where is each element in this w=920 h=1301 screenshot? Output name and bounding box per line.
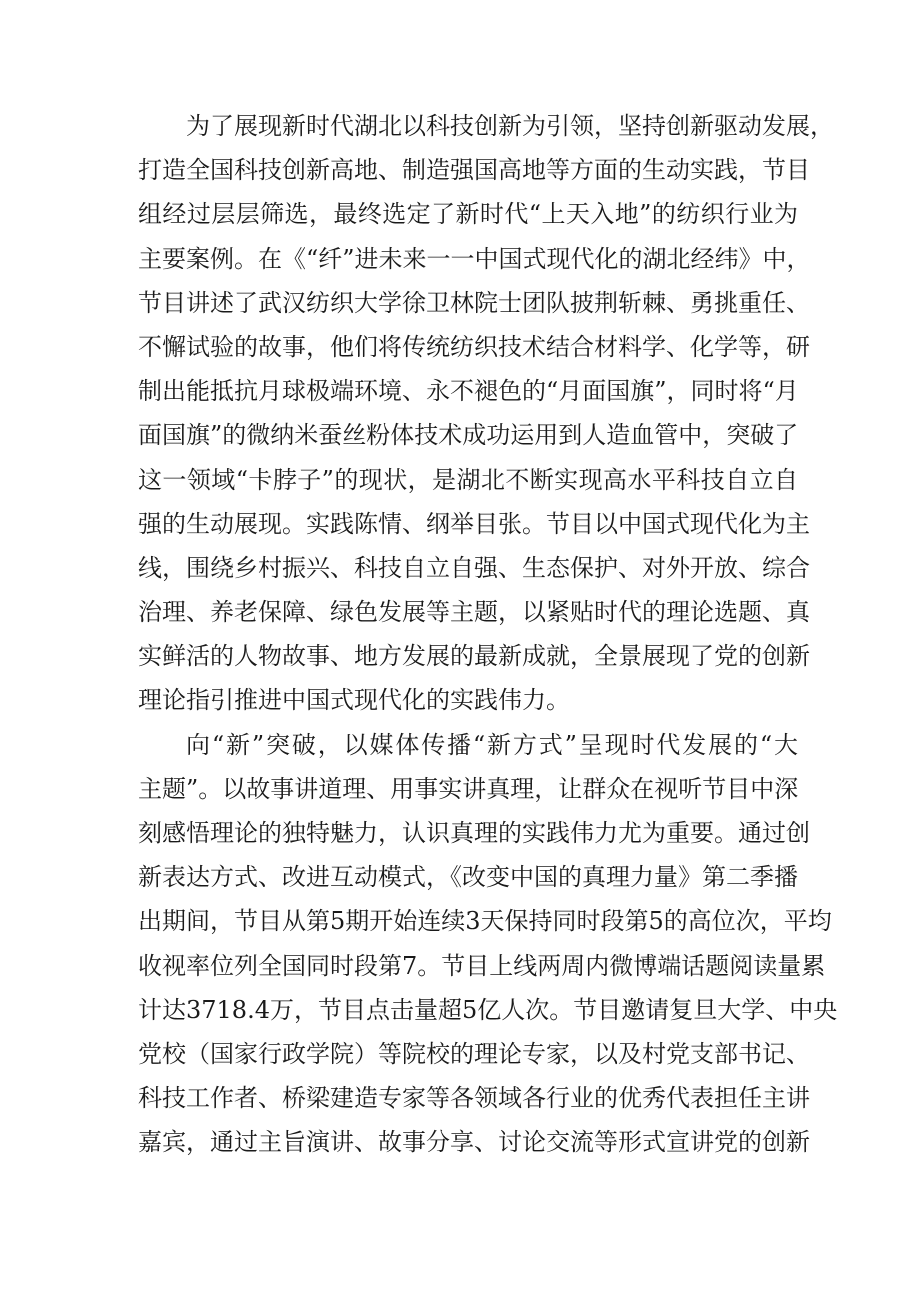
text-line: 为了展现新时代湖北以科技创新为引领，坚持创新驱动发展， [186,112,834,140]
text-line: 计达3718.4万，节目点击量超5亿人次。节目邀请复旦大学、中央 [138,995,838,1024]
text-line: 科技工作者、桥梁建造专家等各领域各行业的优秀代表担任主讲 [138,1084,810,1113]
text-line: 实鲜活的人物故事、地方发展的最新成就，全景展现了党的创新 [138,642,810,671]
paragraph-1 [138,104,834,723]
paragraph-2 [138,723,838,1165]
text-line: 新表达方式、改进互动模式，《改变中国的真理力量》第二季播 [138,863,798,892]
text-line: 强的生动展现。实践陈情、纲举目张。节目以中国式现代化为主 [138,509,810,538]
text-line: 这一领域“卡脖子”的现状，是湖北不断实现高水平科技自立自 [138,465,798,494]
text-line: 面国旗”的微纳米蚕丝粉体技术成功运用到人造血管中，突破了 [138,421,799,450]
text-line: 主题”。以故事讲道理、用事实讲真理，让群众在视听节目中深 [138,774,799,803]
text-line: 线，围绕乡村振兴、科技自立自强、生态保护、对外开放、综合 [138,553,810,582]
text-line: 党校（国家行政学院）等院校的理论专家，以及村党支部书记、 [138,1039,810,1068]
text-line: 向“新”突破，以媒体传播“新方式”呈现时代发展的“大 [186,730,798,759]
text-line: 主要案例。在《“纤”进未来一一中国式现代化的湖北经纬》中， [138,244,811,273]
text-line: 理论指引推进中国式现代化的实践伟力。 [138,686,570,715]
text-line: 打造全国科技创新高地、制造强国高地等方面的生动实践，节目 [138,156,810,185]
text-line: 制出能抵抗月球极端环境、永不褪色的“月面国旗”，同时将“月 [138,377,799,406]
text-line: 收视率位列全国同时段第7。节目上线两周内微博端话题阅读量累 [138,951,826,980]
text-line: 出期间，节目从第5期开始连续3天保持同时段第5的高位次，平均 [138,907,832,936]
text-line: 不懈试验的故事，他们将传统纺织技术结合材料学、化学等，研 [138,332,810,361]
text-line: 组经过层层筛选，最终选定了新时代“上天入地”的纺织行业为 [138,200,798,229]
text-line: 刻感悟理论的独特魅力，认识真理的实践伟力尤为重要。通过创 [138,819,810,847]
text-line: 治理、养老保障、绿色发展等主题，以紧贴时代的理论选题、真 [138,598,810,627]
text-line: 节目讲述了武汉纺织大学徐卫林院士团队披荆斩棘、勇挑重任、 [138,288,810,317]
document-body [138,104,838,1165]
text-line: 嘉宾，通过主旨演讲、故事分享、讨论交流等形式宣讲党的创新 [138,1128,810,1157]
